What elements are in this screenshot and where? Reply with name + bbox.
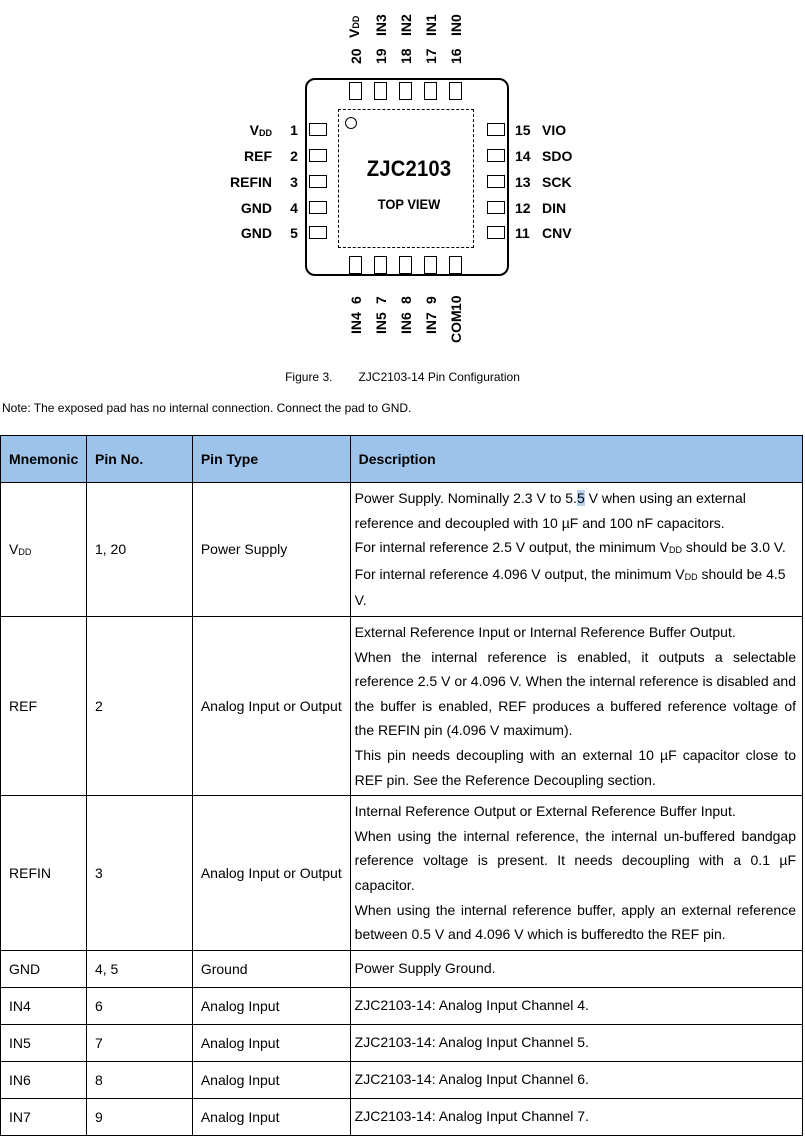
cell-pin-type: Power Supply — [192, 483, 350, 617]
pin-label-3: REFIN — [230, 174, 272, 190]
table-row — [1, 950, 803, 987]
column-header-description: Description — [350, 436, 802, 483]
pin-number-17: 17 — [423, 48, 439, 64]
figure-title: ZJC2103-14 Pin Configuration — [358, 370, 520, 384]
pin-function-table — [0, 435, 803, 1136]
pin-label-18: IN2 — [398, 14, 414, 36]
chip-name: ZJC2103 — [366, 156, 452, 181]
pin-number-11: 11 — [515, 225, 530, 241]
pin-label-6: IN4 — [348, 312, 364, 334]
table-row-ref — [1, 616, 803, 795]
pin-number-5: 5 — [290, 225, 298, 241]
pin-pad-11 — [487, 226, 505, 239]
pin-pad-6 — [349, 256, 362, 274]
pin-number-12: 12 — [515, 200, 531, 216]
pin-number-8: 8 — [398, 296, 414, 304]
cell-pin-no: 3 — [86, 796, 192, 951]
figure-number: Figure 3. — [285, 370, 333, 384]
pin-pad-20 — [349, 82, 362, 100]
cell-pin-type: Analog Input or Output — [192, 616, 350, 795]
cell-mnemonic: REF — [1, 616, 87, 795]
cell-description: ZJC2103-14: Analog Input Channel 5. — [350, 1024, 802, 1061]
cell-description: ZJC2103-14: Analog Input Channel 6. — [350, 1061, 802, 1098]
pin-label-15: VIO — [542, 122, 567, 138]
pin-number-4: 4 — [290, 200, 298, 216]
cell-description: ZJC2103-14: Analog Input Channel 7. — [350, 1098, 802, 1135]
pin-number-16: 16 — [448, 48, 464, 64]
pin-label-17: IN1 — [423, 14, 439, 36]
pin-pad-14 — [487, 149, 505, 162]
pin-number-1: 1 — [290, 122, 298, 138]
column-header-mnemonic: Mnemonic — [1, 436, 87, 483]
pin-label-14: SDO — [542, 148, 573, 164]
cell-pin-type: Analog Input — [192, 1098, 350, 1135]
pin-number-9: 9 — [423, 296, 439, 304]
pin-pad-1 — [309, 123, 327, 136]
pin-label-16: IN0 — [448, 14, 464, 36]
table-row-vdd — [1, 483, 803, 617]
table-row — [1, 987, 803, 1024]
cell-mnemonic: REFIN — [1, 796, 87, 951]
pin-number-10: 10 — [448, 295, 464, 311]
cell-pin-type: Analog Input — [192, 1024, 350, 1061]
pin-number-18: 18 — [398, 48, 414, 64]
table-row-refin — [1, 796, 803, 951]
cell-description: External Reference Input or Internal Reference Buffer Output. When the internal reference is enabled, it outputs a selectable reference 2.5 V or 4.096 V. When the internal reference is disabled and the buffer is enabled, REF produces a buffered reference voltage of the REFIN pin (4.096 V maximum). This pin needs decoupling with an external 10 µF capacitor close to REF pin. See the Reference Decoupling section. — [350, 616, 802, 795]
exposed-pad-note: Note: The exposed pad has no internal connection. Connect the pad to GND. — [2, 401, 412, 415]
pin-number-7: 7 — [373, 296, 389, 304]
pin-label-1: VDD — [249, 122, 272, 138]
cell-pin-no: 2 — [86, 616, 192, 795]
cell-mnemonic: IN6 — [1, 1061, 87, 1098]
column-header-pin-type: Pin Type — [192, 436, 350, 483]
cell-pin-type: Ground — [192, 950, 350, 987]
pin-label-20: VDD — [346, 15, 362, 38]
cell-description: ZJC2103-14: Analog Input Channel 4. — [350, 987, 802, 1024]
selected-text[interactable]: 5 — [576, 490, 585, 506]
pin-pad-9 — [424, 256, 437, 274]
cell-pin-no: 6 — [86, 987, 192, 1024]
pin-pad-19 — [374, 82, 387, 100]
view-label: TOP VIEW — [377, 196, 441, 212]
cell-pin-type: Analog Input or Output — [192, 796, 350, 951]
pin-number-15: 15 — [515, 122, 531, 138]
cell-pin-type: Analog Input — [192, 1061, 350, 1098]
pin-label-9: IN7 — [423, 312, 439, 334]
pin-number-2: 2 — [290, 148, 298, 164]
pin-label-5: GND — [240, 225, 272, 241]
pin-pad-15 — [487, 123, 505, 136]
cell-description: Power Supply Ground. — [350, 950, 802, 987]
cell-mnemonic: IN4 — [1, 987, 87, 1024]
pin-label-13: SCK — [542, 174, 572, 190]
pin-pad-8 — [399, 256, 412, 274]
cell-pin-no: 1, 20 — [86, 483, 192, 617]
column-header-pin-no: Pin No. — [86, 436, 192, 483]
table-row — [1, 1098, 803, 1135]
table-row — [1, 1061, 803, 1098]
pin1-marker-icon — [345, 117, 357, 129]
pin-label-7: IN5 — [373, 312, 389, 334]
pin-pad-13 — [487, 175, 505, 188]
pin-number-19: 19 — [373, 48, 389, 64]
pin-number-13: 13 — [515, 174, 531, 190]
cell-pin-no: 9 — [86, 1098, 192, 1135]
pin-pad-10 — [449, 256, 462, 274]
pin-number-3: 3 — [290, 174, 298, 190]
pin-pad-7 — [374, 256, 387, 274]
table-row — [1, 1024, 803, 1061]
pin-number-6: 6 — [348, 296, 364, 304]
figure-caption — [0, 370, 805, 384]
cell-mnemonic: VDD — [1, 483, 87, 617]
cell-mnemonic: IN5 — [1, 1024, 87, 1061]
pin-pad-3 — [309, 175, 327, 188]
pin-pad-12 — [487, 201, 505, 214]
cell-pin-no: 7 — [86, 1024, 192, 1061]
pin-pad-17 — [424, 82, 437, 100]
pin-pad-2 — [309, 149, 327, 162]
pin-label-19: IN3 — [373, 14, 389, 36]
cell-pin-type: Analog Input — [192, 987, 350, 1024]
pin-label-11: CNV — [542, 225, 572, 241]
pin-label-2: REF — [244, 148, 272, 164]
pin-label-12: DIN — [542, 200, 567, 216]
pin-number-14: 14 — [515, 148, 531, 164]
cell-description: Internal Reference Output or External Reference Buffer Input. When using the internal reference, the internal un-buffered bandgap reference voltage is present. It needs decoupling with a 0.1 µF capacitor. When using the internal reference buffer, apply an external reference between 0.5 V and 4.096 V which is bufferedto the REF pin. — [350, 796, 802, 951]
pin-label-4: GND — [240, 200, 272, 216]
cell-mnemonic: IN7 — [1, 1098, 87, 1135]
table-header-row — [1, 436, 803, 483]
pin-pad-16 — [449, 82, 462, 100]
cell-pin-no: 4, 5 — [86, 950, 192, 987]
pin-pad-18 — [399, 82, 412, 100]
cell-pin-no: 8 — [86, 1061, 192, 1098]
pin-pad-4 — [309, 201, 327, 214]
pin-pad-5 — [309, 226, 327, 239]
pin-number-20: 20 — [348, 48, 364, 64]
pin-label-8: IN6 — [398, 312, 414, 334]
cell-mnemonic: GND — [1, 950, 87, 987]
pin-label-10: COM — [448, 310, 464, 343]
cell-description: Power Supply. Nominally 2.3 V to 5.5 V when using an external reference and decoupled with 10 µF and 100 nF capacitors. For internal reference 2.5 V output, the minimum VDD should be 3.0 V. For internal reference 4.096 V output, the minimum VDD should be 4.5 V. — [350, 483, 802, 617]
